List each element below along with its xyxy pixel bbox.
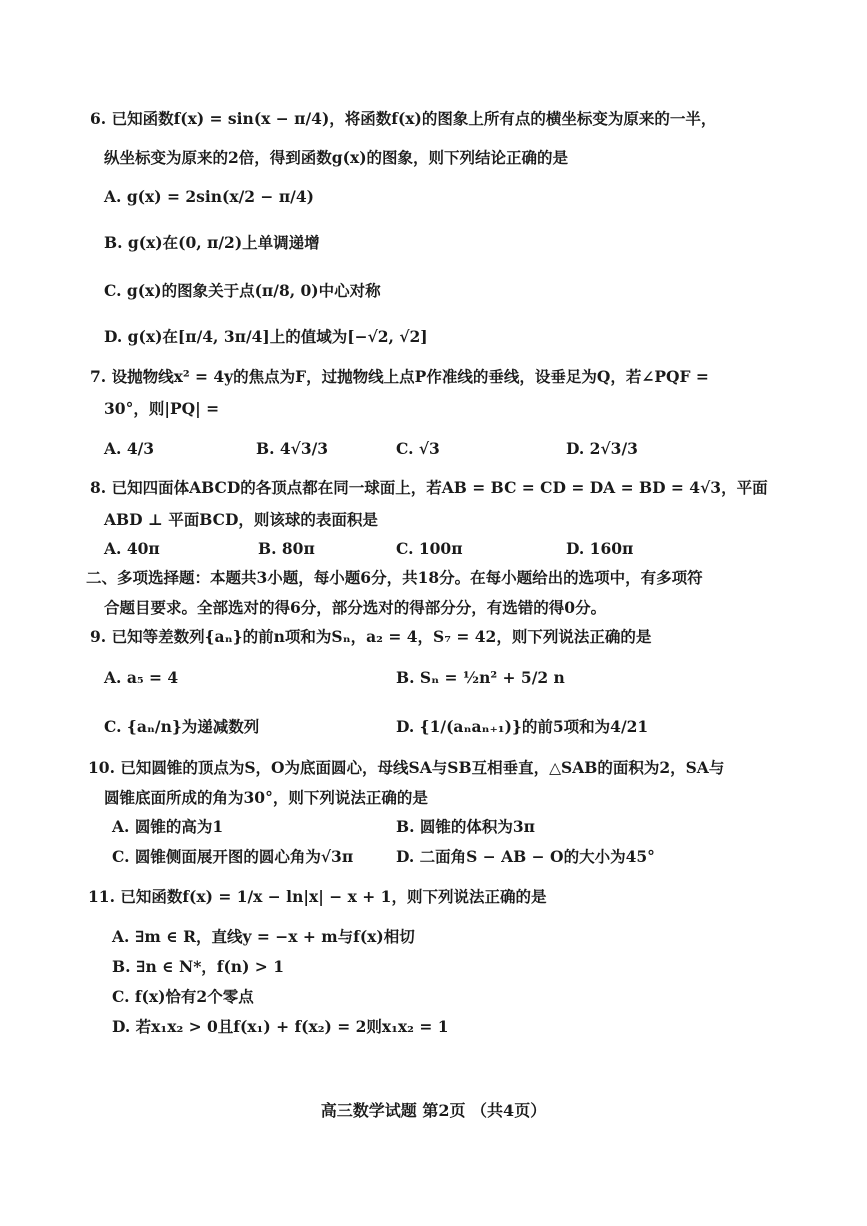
q6-option-d: D. g(x)在[π/4, 3π/4]上的值域为[−√2, √2] xyxy=(104,327,428,346)
q10-stem-line1: 10. 已知圆锥的顶点为S，O为底面圆心，母线SA与SB互相垂直，△SAB的面积为2，SA与 xyxy=(88,758,725,777)
section2-heading-line1: 二、多项选择题：本题共3小题，每小题6分，共18分。在每小题给出的选项中，有多项符 xyxy=(86,568,703,587)
q7-stem-line1: 7. 设抛物线x² = 4y的焦点为F，过抛物线上点P作准线的垂线，设垂足为Q，若∠PQF = xyxy=(90,367,709,386)
q11-option-d: D. 若x₁x₂ > 0且f(x₁) + f(x₂) = 2则x₁x₂ = 1 xyxy=(112,1017,449,1036)
page-footer: 高三数学试题 第2页 （共4页） xyxy=(320,1101,547,1120)
q7-option-c: C. √3 xyxy=(396,439,440,458)
q10-stem-line2: 圆锥底面所成的角为30°，则下列说法正确的是 xyxy=(104,788,428,807)
q11-option-c: C. f(x)恰有2个零点 xyxy=(112,987,254,1006)
q11-option-b: B. ∃n ∈ N*，f(n) > 1 xyxy=(112,957,284,976)
q9-option-b: B. Sₙ = ½n² + 5/2 n xyxy=(396,668,565,687)
q9-option-d: D. {1/(aₙaₙ₊₁)}的前5项和为4/21 xyxy=(396,717,649,736)
q6-option-a: A. g(x) = 2sin(x/2 − π/4) xyxy=(104,187,314,206)
q11-option-a: A. ∃m ∈ R，直线y = −x + m与f(x)相切 xyxy=(112,927,415,946)
q7-option-d: D. 2√3/3 xyxy=(566,439,638,458)
q10-option-b: B. 圆锥的体积为3π xyxy=(396,817,536,836)
q7-option-b: B. 4√3/3 xyxy=(256,439,329,458)
section2-heading-line2: 合题目要求。全部选对的得6分，部分选对的得部分分，有选错的得0分。 xyxy=(104,598,607,617)
q8-option-b: B. 80π xyxy=(258,539,315,558)
q8-stem-line1: 8. 已知四面体ABCD的各顶点都在同一球面上，若AB = BC = CD = DA = BD = 4√3，平面 xyxy=(90,478,768,497)
q7-option-a: A. 4/3 xyxy=(104,439,155,458)
q6-option-b: B. g(x)在(0, π/2)上单调递增 xyxy=(104,233,320,252)
q6-stem-line1: 6. 已知函数f(x) = sin(x − π/4)，将函数f(x)的图象上所有点的横坐标变为原来的一半， xyxy=(90,109,717,128)
q10-option-d: D. 二面角S − AB − O的大小为45° xyxy=(396,847,655,866)
q10-option-c: C. 圆锥侧面展开图的圆心角为√3π xyxy=(112,847,354,866)
q10-option-a: A. 圆锥的高为1 xyxy=(112,817,224,836)
q9-option-a: A. a₅ = 4 xyxy=(104,668,179,687)
q7-stem-line2: 30°，则|PQ| = xyxy=(104,399,220,418)
q9-stem: 9. 已知等差数列{aₙ}的前n项和为Sₙ，a₂ = 4，S₇ = 42，则下列说法正确的是 xyxy=(90,627,652,646)
q6-option-c: C. g(x)的图象关于点(π/8, 0)中心对称 xyxy=(104,281,381,300)
q8-option-a: A. 40π xyxy=(104,539,160,558)
q8-option-d: D. 160π xyxy=(566,539,634,558)
q8-option-c: C. 100π xyxy=(396,539,463,558)
q8-stem-line2: ABD ⊥ 平面BCD，则该球的表面积是 xyxy=(104,510,378,529)
q9-option-c: C. {aₙ/n}为递减数列 xyxy=(104,717,260,736)
q11-stem: 11. 已知函数f(x) = 1/x − ln|x| − x + 1，则下列说法正确的是 xyxy=(88,887,547,906)
q6-stem-line2: 纵坐标变为原来的2倍，得到函数g(x)的图象，则下列结论正确的是 xyxy=(104,148,569,167)
